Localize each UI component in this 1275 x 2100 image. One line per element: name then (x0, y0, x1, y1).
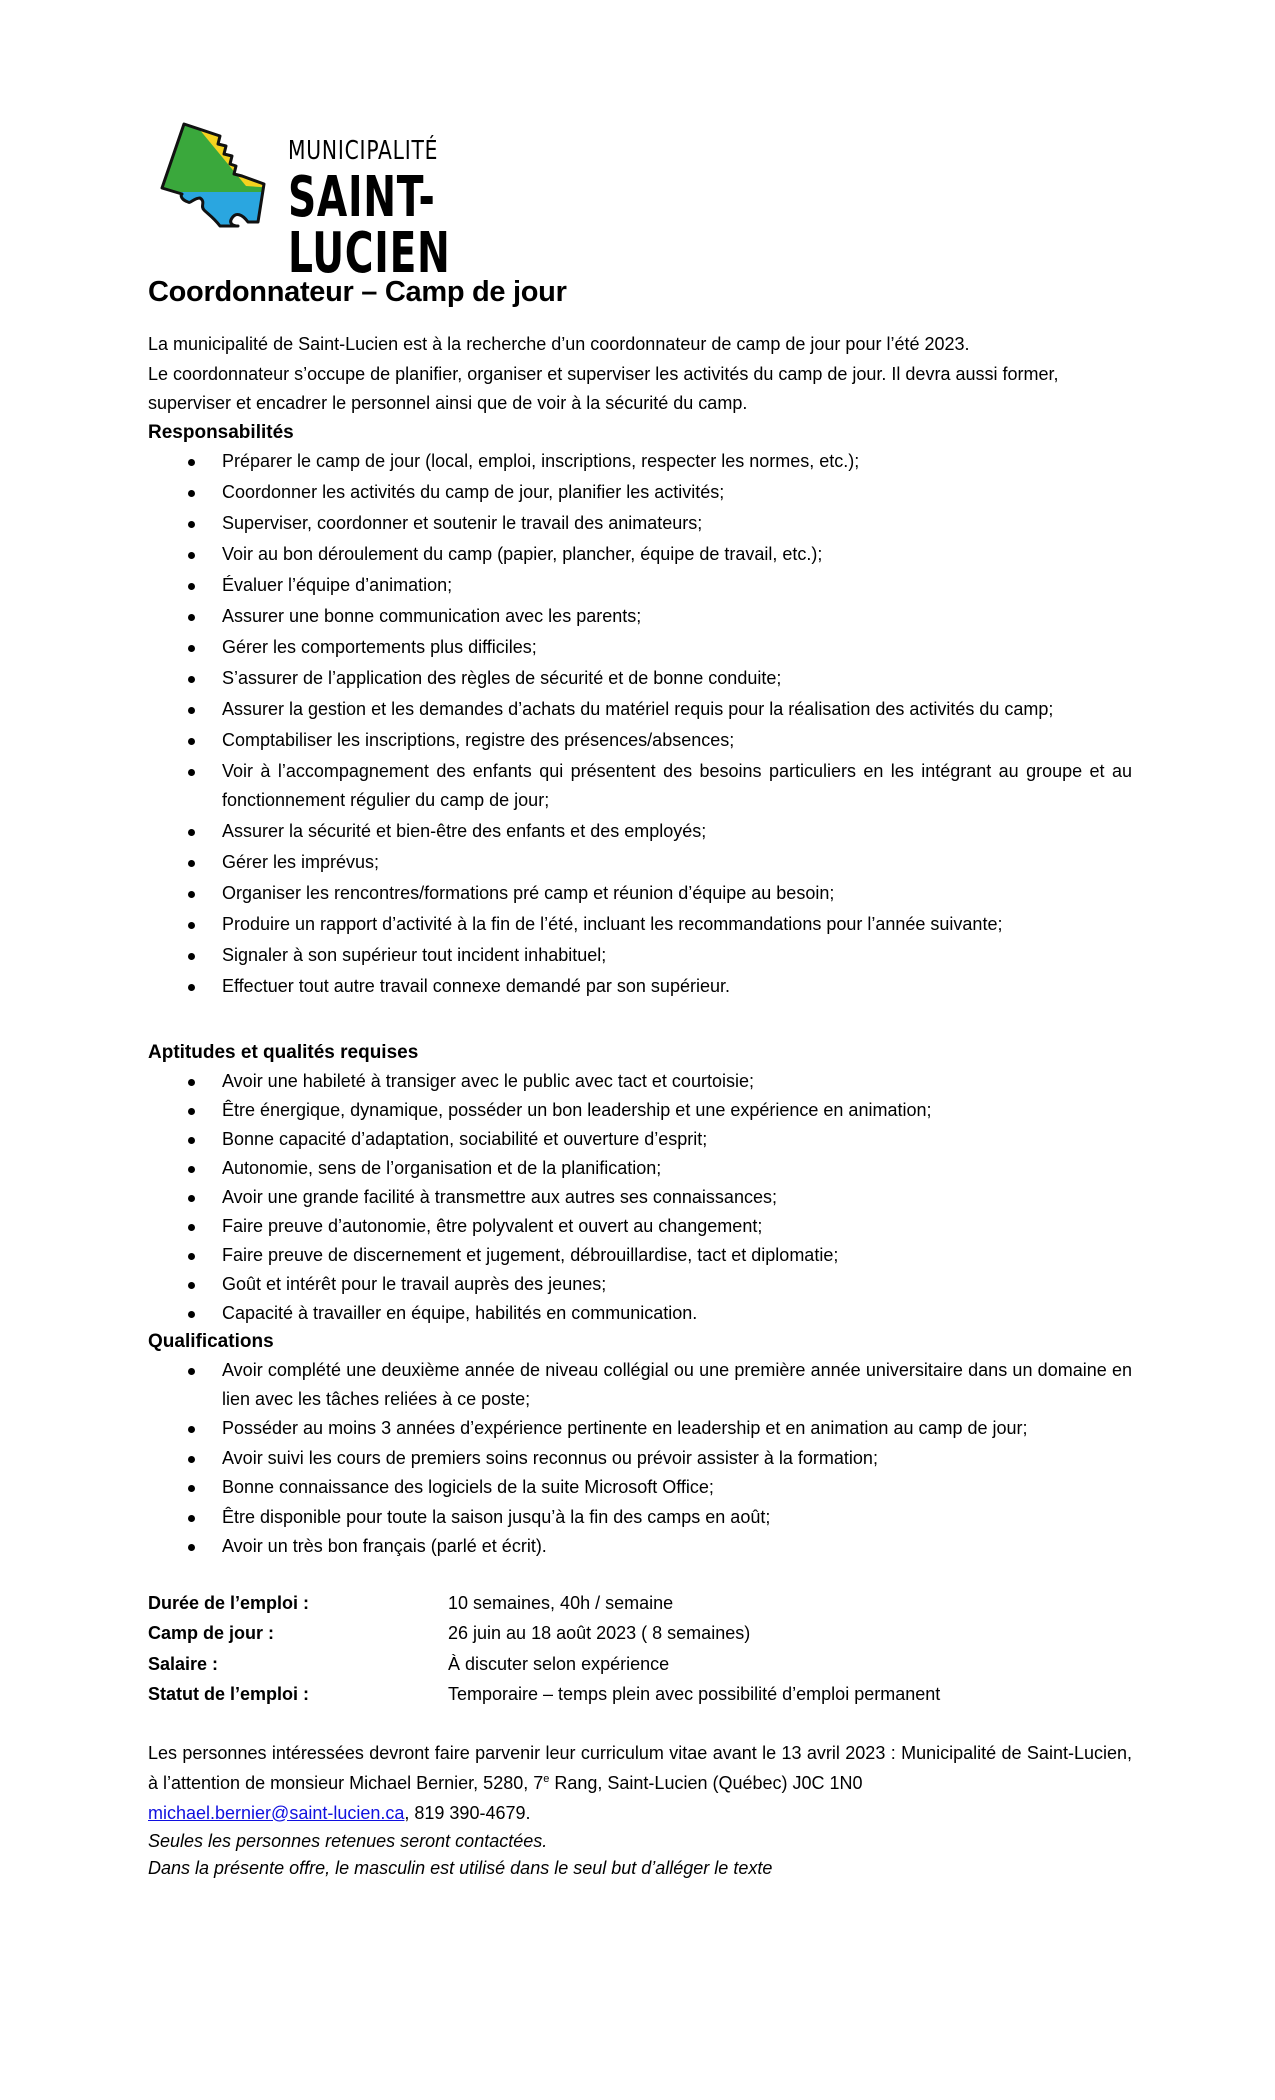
job-facts (148, 1588, 1132, 1710)
list-item (148, 571, 1132, 600)
note-contacted: Seules les personnes retenues seront contactées. (148, 1830, 548, 1851)
list-item (148, 817, 1132, 846)
bullet-icon (188, 860, 195, 867)
bullet-icon (188, 738, 195, 745)
fact-value: À discuter selon expérience (448, 1653, 670, 1674)
list-item (148, 1356, 1132, 1414)
aptitudes-list (148, 1067, 1132, 1328)
fact-status (148, 1679, 1132, 1710)
list-item-text: Avoir complété une deuxième année de niveau collégial ou une première année universitaire dans un domaine en lien avec les tâches reliées à ce poste; (222, 1359, 1132, 1409)
list-item-text: Gérer les comportements plus difficiles; (222, 636, 537, 657)
list-item-text: Organiser les rencontres/formations pré camp et réunion d’équipe au besoin; (222, 882, 835, 903)
intro-paragraph (148, 330, 1132, 419)
list-item-text: Préparer le camp de jour (local, emploi, inscriptions, respecter les normes, etc.); (222, 450, 860, 471)
fact-camp-dates (148, 1618, 1132, 1649)
list-item (148, 1503, 1132, 1532)
list-item (148, 1444, 1132, 1473)
list-item-text: Coordonner les activités du camp de jour, planifier les activités; (222, 481, 725, 502)
puzzle-piece-logo-icon (160, 118, 274, 228)
application-text: Les personnes intéressées devront faire parvenir leur curriculum vitae avant le 13 avril 2023 : Municipalité de Saint-Lucien, à l’attention de monsieur Michael Bernier, 5280, 7 (148, 1742, 1132, 1793)
bullet-icon (188, 1166, 195, 1173)
list-item (148, 757, 1132, 815)
fact-value: Temporaire – temps plein avec possibilité d’emploi permanent (448, 1684, 941, 1704)
list-item-text: Avoir une grande facilité à transmettre aux autres ses connaissances; (222, 1186, 777, 1207)
logo-text-saint-lucien: SAINT-LUCIEN (288, 165, 451, 286)
ordinal-superscript: e (543, 1772, 550, 1785)
note-gender: Dans la présente offre, le masculin est utilisé dans le seul but d’alléger le texte (148, 1857, 773, 1878)
list-item (148, 941, 1132, 970)
list-item-text: Autonomie, sens de l’organisation et de la planification; (222, 1157, 662, 1178)
fact-value: 26 juin au 18 août 2023 ( 8 semaines) (448, 1623, 751, 1643)
list-item-text: Évaluer l’équipe d’animation; (222, 574, 453, 595)
list-item-text: Bonne connaissance des logiciels de la suite Microsoft Office; (222, 1477, 714, 1497)
list-item (148, 540, 1132, 569)
job-posting (148, 272, 1132, 1882)
bullet-icon (188, 1515, 195, 1522)
bullet-icon (188, 1137, 195, 1144)
list-item (148, 1299, 1132, 1328)
bullet-icon (188, 1224, 195, 1231)
list-item (148, 848, 1132, 877)
list-item-text: Faire preuve de discernement et jugement, débrouillardise, tact et diplomatie; (222, 1244, 839, 1265)
list-item (148, 1212, 1132, 1241)
fact-label: Statut de l’emploi : (148, 1684, 310, 1704)
list-item (148, 1067, 1132, 1096)
responsibilities-list (148, 447, 1132, 1001)
bullet-icon (188, 769, 195, 776)
list-item (148, 1414, 1132, 1443)
bullet-icon (188, 891, 195, 898)
responsibilities-heading: Responsabilités (148, 421, 294, 443)
list-item-text: Produire un rapport d’activité à la fin de l’été, incluant les recommandations pour l’année suivante; (222, 913, 1003, 934)
logo-text-municipalite: MUNICIPALITÉ (288, 136, 439, 166)
bullet-icon (188, 953, 195, 960)
application-instructions (148, 1738, 1132, 1882)
list-item (148, 1183, 1132, 1212)
list-item-text: Avoir suivi les cours de premiers soins reconnus ou prévoir assister à la formation; (222, 1447, 878, 1468)
bullet-icon (188, 1108, 195, 1115)
bullet-icon (188, 1485, 195, 1492)
list-item-text: Être disponible pour toute la saison jusqu’à la fin des camps en août; (222, 1506, 771, 1527)
bullet-icon (188, 984, 195, 991)
bullet-icon (188, 1456, 195, 1463)
bullet-icon (188, 459, 195, 466)
list-item (148, 726, 1132, 755)
list-item-text: Superviser, coordonner et soutenir le travail des animateurs; (222, 512, 703, 533)
bullet-icon (188, 1544, 195, 1551)
list-item-text: Posséder au moins 3 années d’expérience pertinente en leadership et en animation au camp de jour; (222, 1418, 1028, 1438)
list-item-text: Avoir une habileté à transiger avec le public avec tact et courtoisie; (222, 1070, 754, 1091)
list-item-text: Être énergique, dynamique, posséder un bon leadership et une expérience en animation; (222, 1099, 932, 1120)
list-item (148, 879, 1132, 908)
bullet-icon (188, 1253, 195, 1260)
list-item (148, 1096, 1132, 1125)
bullet-icon (188, 1426, 195, 1433)
fact-label: Camp de jour : (148, 1623, 275, 1643)
bullet-icon (188, 707, 195, 714)
list-item-text: Avoir un très bon français (parlé et écrit). (222, 1536, 547, 1556)
list-item (148, 602, 1132, 631)
list-item-text: Comptabiliser les inscriptions, registre des présences/absences; (222, 729, 735, 750)
bullet-icon (188, 1282, 195, 1289)
postal-address: Rang, Saint-Lucien (Québec) J0C 1N0 (549, 1772, 863, 1793)
fact-duration (148, 1588, 1132, 1619)
fact-label: Salaire : (148, 1653, 219, 1674)
list-item (148, 447, 1132, 476)
list-item-text: Effectuer tout autre travail connexe demandé par son supérieur. (222, 975, 730, 996)
list-item-text: S’assurer de l’application des règles de sécurité et de bonne conduite; (222, 667, 782, 688)
list-item-text: Assurer une bonne communication avec les parents; (222, 605, 642, 626)
bullet-icon (188, 614, 195, 621)
bullet-icon (188, 829, 195, 836)
bullet-icon (188, 1368, 195, 1375)
list-item (148, 1532, 1132, 1561)
list-item (148, 1154, 1132, 1183)
list-item-text: Voir à l’accompagnement des enfants qui présentent des besoins particuliers en les intégrant au groupe et au fonctionnement régulier du camp de jour; (222, 760, 1132, 810)
qualifications-heading: Qualifications (148, 1330, 274, 1352)
intro-line-1: La municipalité de Saint-Lucien est à la recherche d’un coordonnateur de camp de jour pour l’été 2023. (148, 334, 970, 354)
aptitudes-heading: Aptitudes et qualités requises (148, 1041, 419, 1063)
list-item (148, 664, 1132, 693)
municipality-logo (160, 118, 580, 286)
contact-email-link[interactable]: michael.bernier@saint-lucien.ca (148, 1802, 405, 1823)
bullet-icon (188, 490, 195, 497)
bullet-icon (188, 645, 195, 652)
bullet-icon (188, 583, 195, 590)
list-item (148, 1473, 1132, 1502)
bullet-icon (188, 1079, 195, 1086)
list-item (148, 1125, 1132, 1154)
list-item (148, 633, 1132, 662)
page-title: Coordonnateur – Camp de jour (148, 276, 567, 308)
bullet-icon (188, 922, 195, 929)
application-paragraph (148, 1738, 1132, 1828)
fact-salary (148, 1649, 1132, 1680)
list-item (148, 972, 1132, 1001)
list-item (148, 509, 1132, 538)
list-item-text: Signaler à son supérieur tout incident inhabituel; (222, 944, 607, 965)
list-item (148, 910, 1132, 939)
list-item-text: Goût et intérêt pour le travail auprès des jeunes; (222, 1273, 607, 1294)
list-item-text: Gérer les imprévus; (222, 851, 380, 872)
list-item-text: Assurer la gestion et les demandes d’achats du matériel requis pour la réalisation des activités du camp; (222, 698, 1054, 719)
bullet-icon (188, 1311, 195, 1318)
fact-value: 10 semaines, 40h / semaine (448, 1592, 674, 1613)
bullet-icon (188, 552, 195, 559)
list-item (148, 478, 1132, 507)
intro-line-2: Le coordonnateur s’occupe de planifier, organiser et superviser les activités du camp de jour. Il devra aussi former, superviser et encadrer le personnel ainsi que de voir à la sécurité du camp. (148, 363, 1059, 413)
list-item-text: Faire preuve d’autonomie, être polyvalent et ouvert au changement; (222, 1215, 763, 1236)
bullet-icon (188, 676, 195, 683)
contact-phone: , 819 390-4679. (404, 1802, 531, 1823)
fact-label: Durée de l’emploi : (148, 1592, 310, 1613)
qualifications-list (148, 1356, 1132, 1562)
list-item-text: Capacité à travailler en équipe, habilités en communication. (222, 1302, 698, 1323)
list-item-text: Bonne capacité d’adaptation, sociabilité et ouverture d’esprit; (222, 1128, 708, 1149)
list-item (148, 1270, 1132, 1299)
bullet-icon (188, 1195, 195, 1202)
list-item (148, 1241, 1132, 1270)
list-item-text: Voir au bon déroulement du camp (papier, plancher, équipe de travail, etc.); (222, 543, 823, 564)
list-item (148, 695, 1132, 724)
list-item-text: Assurer la sécurité et bien-être des enfants et des employés; (222, 820, 707, 841)
bullet-icon (188, 521, 195, 528)
